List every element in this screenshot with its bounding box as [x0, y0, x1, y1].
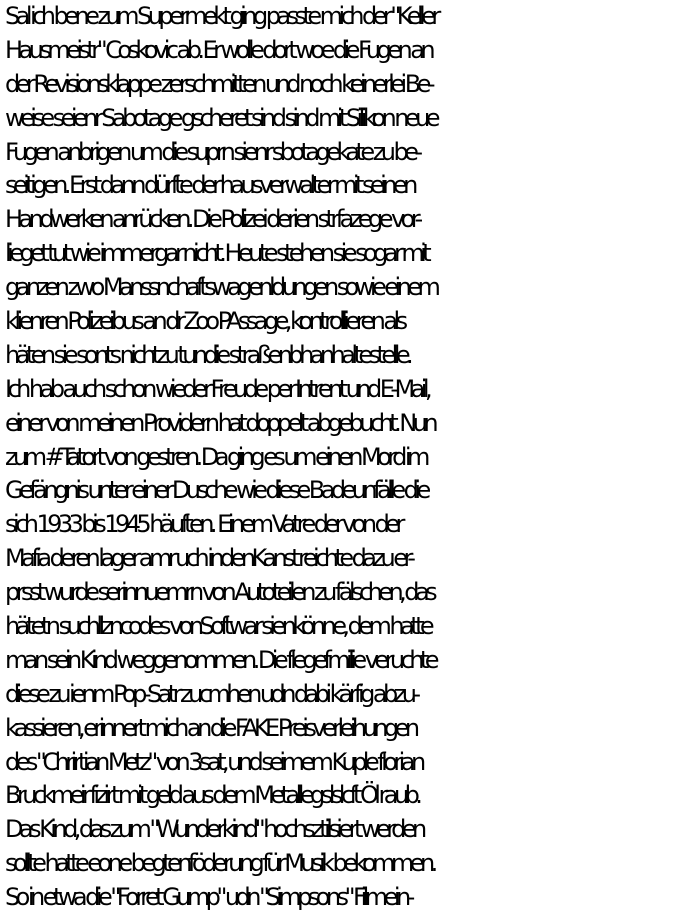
body-text [5, 0, 684, 915]
text-line: klienren Polizeibus an dr Zoo PAssage, kontrollieren als [5, 307, 404, 336]
text-line: weise seienr Sabotage gscheret sind sind mit Silikon neue [5, 103, 437, 132]
text-line: man sein Kind weggenommen. Die flegefmilie veruchte [5, 645, 435, 674]
text-line: kassieren, erinnert mich an die FAKE Preisverleihungen [5, 713, 416, 742]
text-line: seitigen. Erst dann dürfte der hausverwalter mit seinen [5, 171, 414, 200]
text-line: Das Kind, das zum "Wunderkind" hochsztilsiert werden [5, 815, 423, 844]
text-line: häten sie sonts nichtzu tundie straßenbhanhaltestelle. [5, 340, 410, 369]
text-line: So in etwa die "Forret Gump" udn "Simpsons" Filmein- [5, 883, 411, 912]
text-line: Mafia deren lager amr uch indenKanst reichte dazu er- [5, 544, 412, 573]
text-line: sollte hatte eone begtenföderung für Musik bekommen. [5, 849, 434, 878]
text-line: Sal ich bene zum Supermekt ging passte mich der "Keller [5, 2, 437, 30]
text-line: Bruckmeir fizirt mit geld aus dem Metallegslslcft Öl raub. [5, 781, 419, 810]
text-line: zum #Tatort von gestren. Da ging es um einen Mord im [5, 442, 426, 471]
text-line: Fugen anbrigen um die suprn sienr sbotagekate zu be- [5, 137, 419, 166]
text-line: Hausmeistr" Coskovic ab. Er wolle dort woe die Fugen an [5, 35, 432, 64]
text-line: diese zu ienm Pop-Satr zucmhen udn dabi kärfig abzu- [5, 679, 417, 708]
text-line: der Revisionsklappe zerschmitten und noch keinerlei Be- [5, 69, 431, 98]
text-line: Handwerken anrücken. Die Polizei derien strfazege vor- [5, 205, 419, 234]
text-line: sich 1933 bis 1945 häuften. Einem Vatre der von der [5, 510, 401, 539]
text-line: ganzen zwo Manssnchaftswagenldungen sowie einem [5, 273, 437, 302]
text-line: prsst wurde serinnuemrn von Autoteilen zu fälschen, das [5, 578, 434, 607]
text-line: Ich hab auch schon wieder Freude per Intrent und E-Mail, [5, 374, 429, 403]
text-line: des "Chrirtian Metz" von 3sat, und seimem Kuple florian [5, 747, 422, 776]
text-line: Gefängnis unter einer Dusche wie diese Badeunfälle die [5, 476, 427, 505]
text-line: einer von meinen Providern hat doppelt abgebucht. Nun [5, 408, 434, 437]
text-line: hätetn suchllzncodes vonSoftwar sienkönne, dem hatte [5, 612, 431, 641]
text-line: lieget tut wie immergar nicht. Heute stehen sie sogar mit [5, 239, 428, 268]
